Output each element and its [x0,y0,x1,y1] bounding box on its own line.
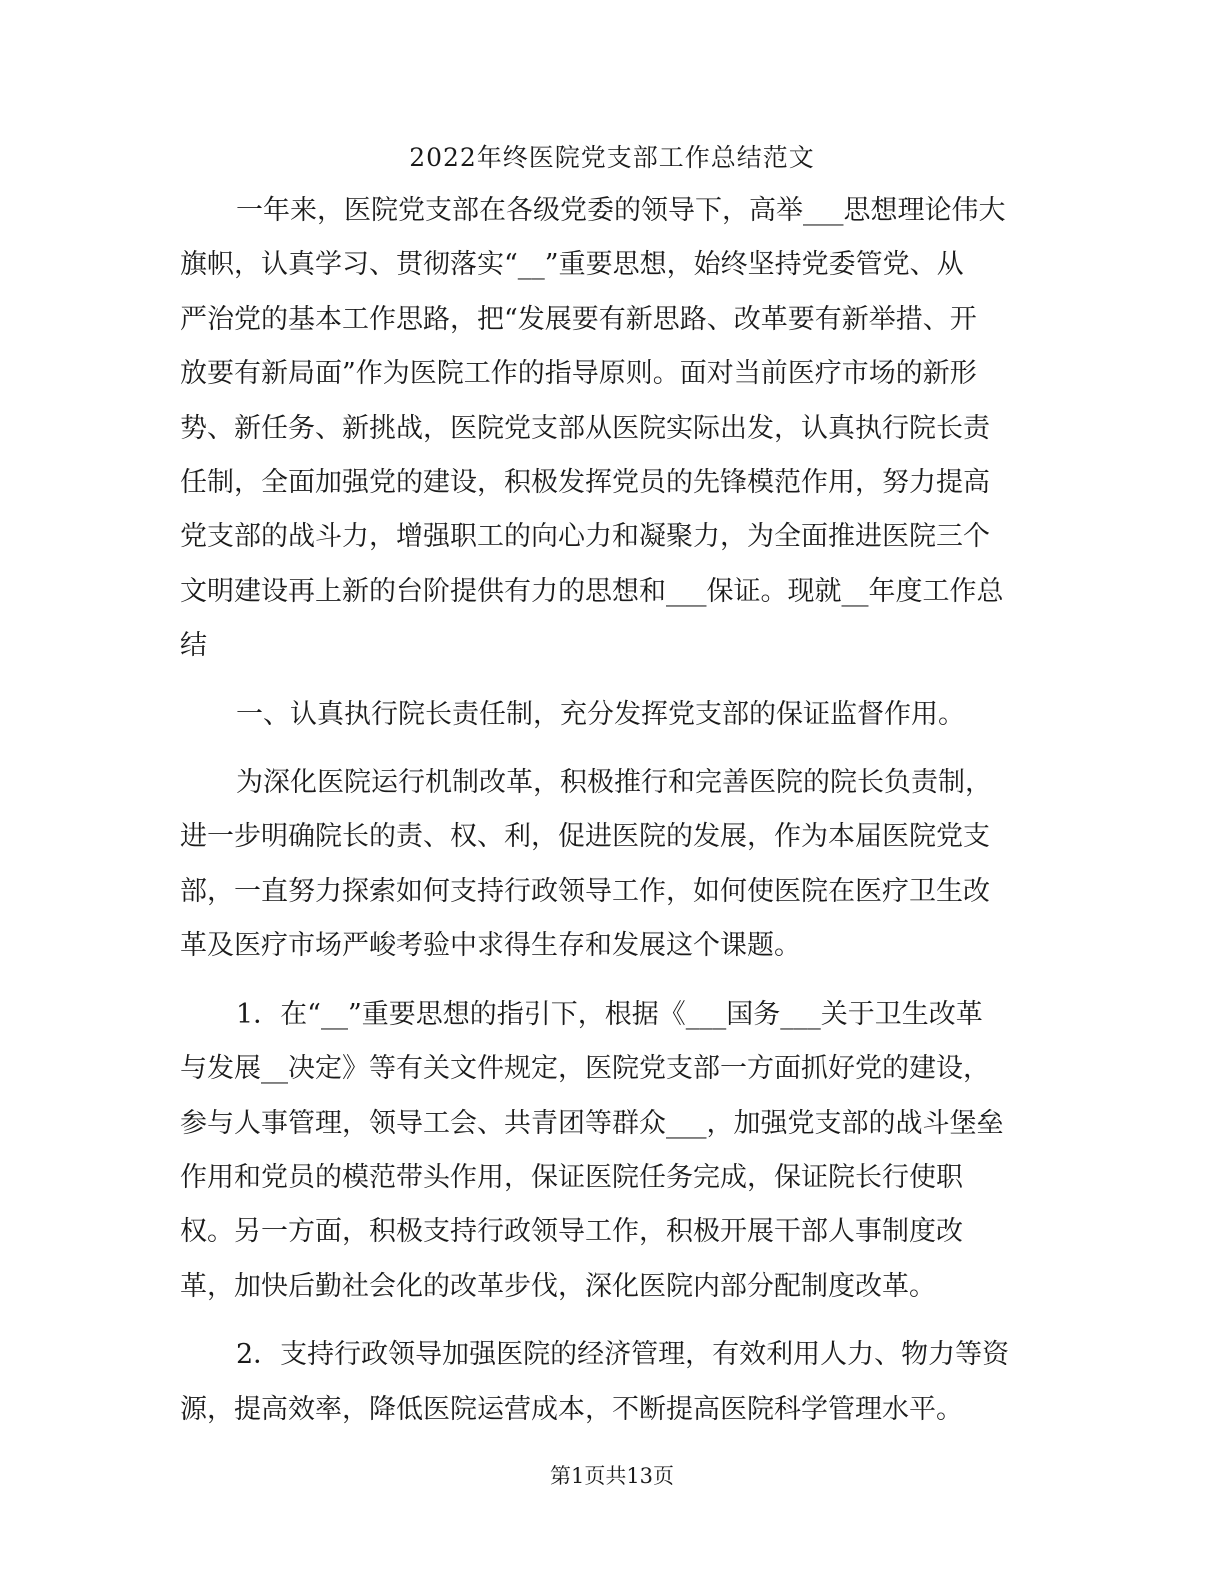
paragraph-line: 势、新任务、新挑战，医院党支部从医院实际出发，认真执行院长责 [180,412,990,444]
paragraph-line: 旗帜，认真学习、贯彻落实“__”重要思想，始终坚持党委管党、从 [180,249,964,281]
paragraph-line: 文明建设再上新的台阶提供有力的思想和___保证。现就__年度工作总 [180,575,1004,607]
paragraph-line: 一、认真执行院长责任制，充分发挥党支部的保证监督作用。 [236,698,965,730]
paragraph-line: 权。另一方面，积极支持行政领导工作，积极开展干部人事制度改 [180,1216,963,1248]
paragraph-line: 作用和党员的模范带头作用，保证医院任务完成，保证院长行使职 [180,1161,963,1193]
paragraph-line: 与发展__决定》等有关文件规定，医院党支部一方面抓好党的建设， [180,1053,990,1085]
paragraph-line: 为深化医院运行机制改革，积极推行和完善医院的院长负责制， [236,767,992,799]
paragraph-line: 1．在“__”重要思想的指引下，根据《___国务___关于卫生改革 [236,998,983,1030]
paragraph-line: 革及医疗市场严峻考验中求得生存和发展这个课题。 [180,930,801,962]
document-body [180,184,1040,1437]
paragraph-line: 严治党的基本工作思路，把“发展要有新思路、改革要有新举措、开 [180,303,977,335]
paragraph-line: 放要有新局面”作为医院工作的指导原则。面对当前医疗市场的新形 [180,358,977,390]
paragraph-line: 源，提高效率，降低医院运营成本，不断提高医院科学管理水平。 [180,1393,963,1425]
paragraph [180,184,1040,674]
paragraph [180,988,1040,1314]
paragraph-line: 2．支持行政领导加强医院的经济管理，有效利用人力、物力等资 [236,1339,1010,1371]
paragraph-line: 结 [180,630,207,662]
document-title: 2022年终医院党支部工作总结范文 [409,143,815,172]
paragraph-line: 一年来，医院党支部在各级党委的领导下，高举___思想理论伟大 [236,195,1006,226]
paragraph-line: 革，加快后勤社会化的改革步伐，深化医院内部分配制度改革。 [180,1270,936,1302]
paragraph-line: 党支部的战斗力，增强职工的向心力和凝聚力，为全面推进医院三个 [180,521,990,553]
paragraph [180,756,1040,974]
paragraph [180,688,1040,742]
paragraph-line: 进一步明确院长的责、权、利，促进医院的发展，作为本届医院党支 [180,821,990,853]
page-number: 第1页共13页 [549,1464,675,1488]
paragraph [180,1328,1040,1437]
paragraph-line: 部，一直努力探索如何支持行政领导工作，如何使医院在医疗卫生改 [180,875,990,907]
paragraph-line: 任制，全面加强党的建设，积极发挥党员的先锋模范作用，努力提高 [180,467,990,499]
paragraph-line: 参与人事管理，领导工会、共青团等群众___，加强党支部的战斗堡垒 [180,1107,1004,1139]
